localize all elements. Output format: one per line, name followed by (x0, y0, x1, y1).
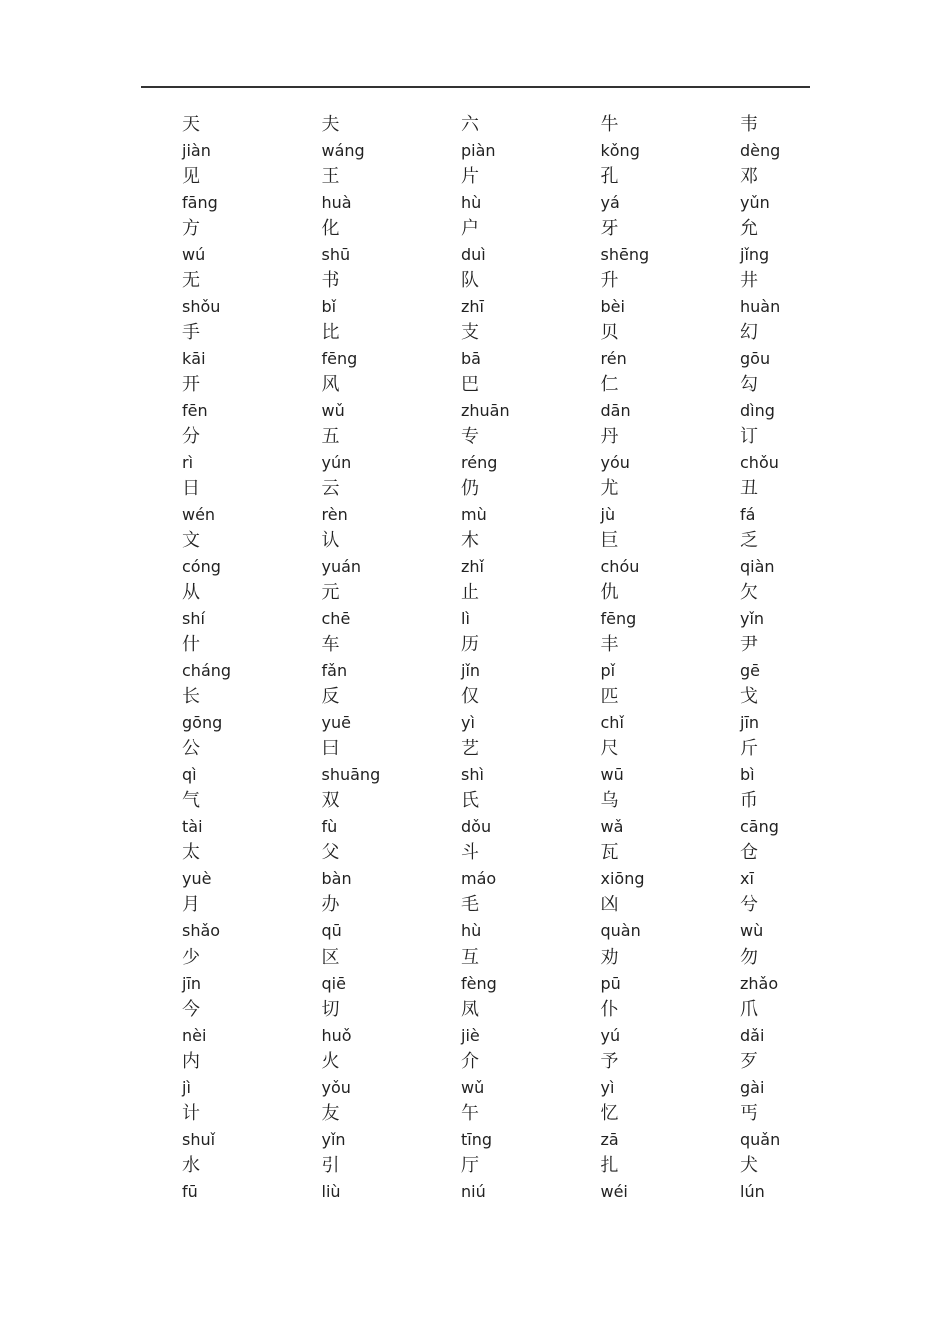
hanzi-cell: 计 (182, 1102, 200, 1124)
hanzi-cell: 队 (461, 270, 479, 292)
hanzi-cell: 六 (461, 114, 479, 135)
hanzi-cell: 什 (182, 634, 200, 656)
pinyin-cell: gōng (182, 713, 223, 733)
pinyin-row (182, 814, 880, 840)
pinyin-row (182, 502, 880, 528)
pinyin-cell: qiàn (740, 557, 775, 577)
pinyin-row (182, 242, 880, 268)
pinyin-cell: pǐ (600, 661, 616, 681)
pinyin-cell: shí (182, 609, 205, 629)
pinyin-cell: réng (461, 453, 498, 473)
hanzi-cell: 户 (461, 218, 479, 240)
hanzi-cell: 巨 (600, 530, 619, 552)
pinyin-row (182, 971, 880, 997)
hanzi-cell: 爪 (740, 998, 758, 1020)
character-row (182, 320, 880, 346)
hanzi-cell: 介 (461, 1050, 479, 1072)
pinyin-row (182, 918, 880, 944)
pinyin-cell: yuán (321, 557, 362, 577)
pinyin-row (182, 606, 880, 632)
pinyin-cell: pū (600, 973, 621, 993)
pinyin-row (182, 294, 880, 320)
hanzi-cell: 片 (461, 166, 479, 188)
pinyin-row (182, 190, 880, 216)
hanzi-cell: 内 (182, 1050, 200, 1072)
character-row (182, 112, 880, 138)
hanzi-cell: 孔 (600, 166, 619, 188)
hanzi-cell: 车 (321, 634, 340, 656)
pinyin-cell: jiè (461, 1025, 480, 1045)
pinyin-cell: wǔ (461, 1077, 485, 1097)
pinyin-cell: liù (321, 1181, 341, 1201)
hanzi-cell: 井 (740, 270, 758, 292)
hanzi-cell: 歹 (740, 1050, 758, 1072)
pinyin-cell: fāng (182, 193, 218, 213)
pinyin-cell: fēng (600, 609, 637, 629)
character-row (182, 164, 880, 190)
hanzi-cell: 凤 (461, 998, 479, 1020)
hanzi-cell: 犬 (740, 1154, 758, 1176)
hanzi-cell: 仇 (600, 582, 619, 604)
hanzi-cell: 升 (600, 270, 619, 292)
hanzi-cell: 元 (321, 582, 340, 604)
hanzi-cell: 少 (182, 946, 200, 968)
hanzi-cell: 专 (461, 426, 479, 448)
character-row (182, 528, 880, 554)
hanzi-cell: 厅 (461, 1154, 479, 1176)
pinyin-cell: fū (182, 1181, 198, 1201)
pinyin-cell: kǒng (600, 141, 640, 161)
hanzi-cell: 丑 (740, 478, 758, 500)
pinyin-cell: wǎ (600, 817, 624, 837)
hanzi-cell: 开 (182, 374, 200, 396)
hanzi-cell: 木 (461, 530, 479, 552)
hanzi-cell: 天 (182, 114, 200, 135)
pinyin-cell: wú (182, 245, 206, 265)
hanzi-cell: 尤 (600, 478, 619, 500)
pinyin-cell: huǒ (321, 1025, 352, 1045)
hanzi-cell: 长 (182, 686, 200, 708)
pinyin-cell: fēn (182, 401, 208, 421)
hanzi-cell: 止 (461, 582, 479, 604)
pinyin-row (182, 450, 880, 476)
hanzi-cell: 文 (182, 530, 200, 552)
pinyin-cell: hù (461, 921, 482, 941)
character-row (182, 945, 880, 971)
pinyin-cell: chǒu (740, 453, 779, 473)
pinyin-cell: wáng (321, 141, 365, 161)
pinyin-cell: yú (600, 1025, 621, 1045)
pinyin-cell: duì (461, 245, 486, 265)
hanzi-cell: 气 (182, 790, 200, 812)
hanzi-cell: 仁 (600, 374, 619, 396)
hanzi-cell: 仍 (461, 478, 479, 500)
hanzi-cell: 书 (321, 270, 340, 292)
hanzi-cell: 互 (461, 946, 479, 968)
pinyin-cell: yì (461, 713, 475, 733)
pinyin-cell: yuè (182, 869, 212, 889)
hanzi-cell: 牛 (600, 114, 619, 135)
pinyin-cell: fèng (461, 973, 497, 993)
pinyin-cell: quǎn (740, 1129, 781, 1149)
hanzi-cell: 韦 (740, 114, 758, 135)
pinyin-cell: wǔ (321, 401, 345, 421)
pinyin-cell: qū (321, 921, 342, 941)
hanzi-cell: 尺 (600, 738, 619, 760)
pinyin-cell: gài (740, 1077, 765, 1097)
hanzi-cell: 切 (321, 998, 340, 1020)
hanzi-cell: 从 (182, 582, 200, 604)
character-row (182, 372, 880, 398)
pinyin-row (182, 762, 880, 788)
character-row (182, 892, 880, 918)
pinyin-cell: yǐn (321, 1129, 346, 1149)
pinyin-cell: chē (321, 609, 351, 629)
hanzi-cell: 戈 (740, 686, 758, 708)
pinyin-character-grid (182, 112, 880, 1205)
hanzi-cell: 牙 (600, 218, 619, 240)
pinyin-cell: dān (600, 401, 631, 421)
pinyin-row (182, 554, 880, 580)
hanzi-cell: 五 (321, 426, 340, 448)
pinyin-cell: jǐng (740, 245, 770, 265)
pinyin-cell: zā (600, 1129, 619, 1149)
pinyin-cell: kāi (182, 349, 206, 369)
pinyin-cell: nèi (182, 1025, 207, 1045)
pinyin-row (182, 1075, 880, 1101)
pinyin-cell: hù (461, 193, 482, 213)
pinyin-cell: bì (740, 765, 755, 785)
pinyin-cell: rén (600, 349, 627, 369)
pinyin-cell: huà (321, 193, 352, 213)
hanzi-cell: 公 (182, 738, 200, 760)
character-row (182, 788, 880, 814)
pinyin-cell: shǒu (182, 297, 221, 317)
pinyin-cell: dǎi (740, 1025, 765, 1045)
character-row (182, 1153, 880, 1179)
hanzi-cell: 曰 (321, 738, 340, 760)
character-row (182, 997, 880, 1023)
pinyin-cell: lún (740, 1181, 765, 1201)
pinyin-cell: dèng (740, 141, 781, 161)
hanzi-cell: 丐 (740, 1102, 758, 1124)
hanzi-cell: 月 (182, 894, 200, 916)
character-row (182, 840, 880, 866)
pinyin-cell: shǎo (182, 921, 221, 941)
hanzi-cell: 办 (321, 894, 340, 916)
hanzi-cell: 幻 (740, 322, 758, 344)
pinyin-cell: niú (461, 1181, 486, 1201)
pinyin-row (182, 138, 880, 164)
character-row (182, 476, 880, 502)
hanzi-cell: 予 (600, 1050, 619, 1072)
pinyin-cell: qiē (321, 973, 346, 993)
pinyin-cell: shì (461, 765, 484, 785)
pinyin-cell: gē (740, 661, 760, 681)
hanzi-cell: 比 (321, 322, 340, 344)
pinyin-cell: yóu (600, 453, 630, 473)
pinyin-cell: dìng (740, 401, 775, 421)
hanzi-cell: 今 (182, 998, 200, 1020)
pinyin-cell: wù (740, 921, 764, 941)
hanzi-cell: 区 (321, 946, 340, 968)
hanzi-cell: 凶 (600, 894, 619, 916)
hanzi-cell: 化 (321, 218, 340, 240)
character-row (182, 580, 880, 606)
hanzi-cell: 允 (740, 218, 758, 240)
pinyin-cell: bǐ (321, 297, 337, 317)
hanzi-cell: 历 (461, 634, 479, 656)
pinyin-cell: yì (600, 1077, 615, 1097)
hanzi-cell: 乏 (740, 530, 758, 552)
pinyin-cell: yá (600, 193, 620, 213)
hanzi-cell: 丰 (600, 634, 619, 656)
pinyin-cell: shuāng (321, 765, 381, 785)
pinyin-cell: fù (321, 817, 338, 837)
pinyin-cell: xī (740, 869, 754, 889)
hanzi-cell: 币 (740, 790, 758, 812)
character-row (182, 632, 880, 658)
pinyin-cell: gōu (740, 349, 771, 369)
pinyin-cell: cháng (182, 661, 232, 681)
hanzi-cell: 贝 (600, 322, 619, 344)
hanzi-cell: 火 (321, 1050, 340, 1072)
hanzi-cell: 方 (182, 218, 200, 240)
hanzi-cell: 父 (321, 842, 340, 864)
pinyin-cell: piàn (461, 141, 496, 161)
pinyin-cell: wéi (600, 1181, 628, 1201)
hanzi-cell: 艺 (461, 738, 479, 760)
pinyin-cell: wén (182, 505, 216, 525)
pinyin-cell: fǎn (321, 661, 348, 681)
hanzi-cell: 见 (182, 166, 200, 188)
hanzi-cell: 分 (182, 426, 200, 448)
pinyin-cell: bā (461, 349, 481, 369)
pinyin-cell: chóu (600, 557, 640, 577)
character-row (182, 736, 880, 762)
pinyin-cell: tīng (461, 1129, 493, 1149)
pinyin-cell: wū (600, 765, 624, 785)
pinyin-cell: zhī (461, 297, 484, 317)
pinyin-cell: rèn (321, 505, 348, 525)
hanzi-cell: 午 (461, 1102, 479, 1124)
hanzi-cell: 双 (321, 790, 340, 812)
pinyin-cell: shēng (600, 245, 650, 265)
pinyin-cell: tài (182, 817, 203, 837)
pinyin-row (182, 1127, 880, 1153)
hanzi-cell: 勾 (740, 374, 758, 396)
hanzi-cell: 巴 (461, 374, 479, 396)
pinyin-cell: yǔn (740, 193, 770, 213)
pinyin-cell: rì (182, 453, 194, 473)
hanzi-cell: 丹 (600, 426, 619, 448)
pinyin-cell: xiōng (600, 869, 645, 889)
hanzi-cell: 手 (182, 322, 200, 344)
hanzi-cell: 忆 (600, 1102, 619, 1124)
pinyin-row (182, 398, 880, 424)
pinyin-cell: fá (740, 505, 756, 525)
pinyin-cell: fēng (321, 349, 358, 369)
hanzi-cell: 认 (321, 530, 340, 552)
pinyin-row (182, 866, 880, 892)
pinyin-cell: yǐn (740, 609, 765, 629)
hanzi-cell: 匹 (600, 686, 619, 708)
hanzi-cell: 支 (461, 322, 479, 344)
hanzi-cell: 夫 (321, 114, 340, 135)
character-row (182, 1101, 880, 1127)
pinyin-row (182, 658, 880, 684)
pinyin-cell: yǒu (321, 1077, 351, 1097)
pinyin-row (182, 710, 880, 736)
hanzi-cell: 太 (182, 842, 200, 864)
header-rule (141, 86, 810, 88)
pinyin-cell: yún (321, 453, 352, 473)
character-row (182, 424, 880, 450)
hanzi-cell: 劝 (600, 946, 619, 968)
hanzi-cell: 氏 (461, 790, 479, 812)
hanzi-cell: 斤 (740, 738, 758, 760)
pinyin-cell: shuǐ (182, 1129, 216, 1149)
character-row (182, 1049, 880, 1075)
hanzi-cell: 斗 (461, 842, 479, 864)
hanzi-cell: 仓 (740, 842, 758, 864)
hanzi-cell: 欠 (740, 582, 758, 604)
hanzi-cell: 乌 (600, 790, 619, 812)
pinyin-cell: dǒu (461, 817, 492, 837)
hanzi-cell: 勿 (740, 946, 758, 968)
hanzi-cell: 反 (321, 686, 340, 708)
pinyin-cell: jì (182, 1077, 191, 1097)
hanzi-cell: 友 (321, 1102, 340, 1124)
pinyin-cell: mù (461, 505, 487, 525)
pinyin-row (182, 1179, 880, 1205)
character-row (182, 268, 880, 294)
pinyin-cell: máo (461, 869, 497, 889)
hanzi-cell: 瓦 (600, 842, 619, 864)
pinyin-cell: shū (321, 245, 351, 265)
pinyin-cell: cóng (182, 557, 221, 577)
pinyin-cell: chǐ (600, 713, 624, 733)
pinyin-cell: bàn (321, 869, 352, 889)
hanzi-cell: 扎 (600, 1154, 619, 1176)
hanzi-cell: 邓 (740, 166, 758, 188)
hanzi-cell: 仆 (600, 998, 619, 1020)
hanzi-cell: 王 (321, 166, 340, 188)
hanzi-cell: 尹 (740, 634, 758, 656)
hanzi-cell: 水 (182, 1154, 200, 1176)
hanzi-cell: 毛 (461, 894, 479, 916)
pinyin-cell: zhǐ (461, 557, 484, 577)
pinyin-cell: bèi (600, 297, 625, 317)
hanzi-cell: 云 (321, 478, 340, 500)
hanzi-cell: 日 (182, 478, 200, 500)
pinyin-cell: yuē (321, 713, 351, 733)
hanzi-cell: 订 (740, 426, 758, 448)
pinyin-row (182, 346, 880, 372)
hanzi-cell: 引 (321, 1154, 340, 1176)
hanzi-cell: 兮 (740, 894, 758, 916)
pinyin-cell: jīn (182, 973, 202, 993)
pinyin-cell: lì (461, 609, 470, 629)
hanzi-cell: 风 (321, 374, 340, 396)
pinyin-cell: cāng (740, 817, 779, 837)
pinyin-cell: qì (182, 765, 197, 785)
pinyin-cell: jǐn (461, 661, 481, 681)
character-row (182, 684, 880, 710)
pinyin-cell: jīn (740, 713, 760, 733)
pinyin-cell: jù (600, 505, 616, 525)
pinyin-cell: zhǎo (740, 973, 779, 993)
pinyin-cell: quàn (600, 921, 641, 941)
pinyin-cell: zhuān (461, 401, 510, 421)
pinyin-cell: jiàn (182, 141, 211, 161)
pinyin-row (182, 1023, 880, 1049)
hanzi-cell: 无 (182, 270, 200, 292)
character-row (182, 216, 880, 242)
hanzi-cell: 仅 (461, 686, 479, 708)
pinyin-cell: huàn (740, 297, 781, 317)
